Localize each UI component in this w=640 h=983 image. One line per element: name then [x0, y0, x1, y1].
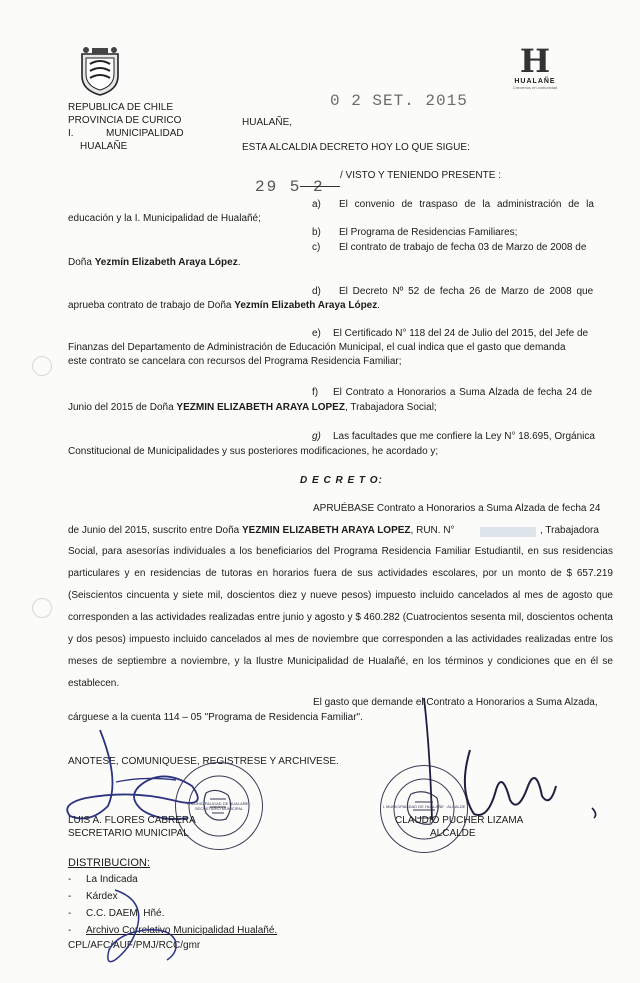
item-d-aprueba: aprueba contrato de trabajo de Doña: [68, 300, 235, 311]
secretary-name: LUIS A. FLORES CABRERA: [68, 815, 196, 826]
item-f-trabajadora: , Trabajadora Social;: [344, 402, 437, 413]
run-redacted: [480, 527, 536, 537]
decreto-p1-line2: [68, 525, 455, 536]
hualane-logo: [505, 44, 565, 90]
item-e-text: El Certificado N° 118 del 24 de Julio del 2015, del Jefe de: [333, 328, 589, 339]
decreto-p1-run: , RUN. N°: [410, 525, 455, 536]
distribution-item-label: C.C. DAEM. Hñé.: [86, 908, 165, 919]
distribution-item-label: La Indicada: [86, 874, 138, 885]
municipal-crest: [78, 46, 122, 96]
visto-underline: [300, 186, 340, 187]
distribution-bullet: -: [68, 925, 72, 936]
decree-number: 29 5 2: [255, 178, 325, 196]
item-g-label: g): [312, 431, 321, 442]
header-line-i: I.: [68, 128, 74, 139]
item-c-text: El contrato de trabajo de fecha 03 de Marzo de 2008 de: [339, 242, 587, 253]
distribution-item-label: Archivo Correlativo Municipalidad Hualañé.: [86, 925, 278, 936]
header-line-municipalidad: MUNICIPALIDAD: [106, 128, 184, 139]
item-d-text: El Decreto Nº 52 de fecha 26 de Marzo de 2008 que: [339, 286, 594, 297]
item-e-label: e): [312, 328, 321, 339]
distribution-item-label: Kárdex: [86, 891, 118, 902]
decreto-p1-trabajadora: , Trabajadora: [540, 525, 599, 536]
item-c-label: c): [312, 242, 321, 253]
item-a-label: a): [312, 199, 321, 210]
logo-name: HUALAÑE: [514, 78, 556, 85]
logo-tagline: Crecemos en comunidad: [512, 85, 558, 90]
decreto-p1-suscrito: de Junio del 2015, suscrito entre Doña: [68, 525, 242, 536]
secretary-title: SECRETARIO MUNICIPAL: [68, 828, 189, 839]
item-c-dona: Doña: [68, 257, 95, 268]
decreto-p1-line1: APRUÉBASE Contrato a Honorarios a Suma Alzada de fecha 24: [313, 503, 601, 514]
decreto-heading: D E C R E T O:: [300, 475, 383, 486]
item-b-label: b): [312, 227, 321, 238]
anotese-line: ANOTESE, COMUNIQUESE, REGISTRESE Y ARCHIVESE.: [68, 756, 339, 767]
item-a-text: El convenio de traspaso de la administración de la: [339, 199, 594, 210]
decreto-p1-body: Social, para asesorías individuales a los beneficiarios del Programa Residencia Familiar Estudiantil, en sus residencias particulares y en residencias de tutoras en horarios fuera de sus actividades escolares, por un monto de $ 657.219 (Seiscientos cincuenta y siete mil, doscientos diez y nueve pesos) impuesto incluido cancelados al mes de agosto que corresponden a las actividades realizadas entre junio y agosto y $ 460.282 (Cuatrocientos sesenta mil, doscientos ochenta y dos pesos) impuesto incluido cancelados al mes de noviembre que corresponden a las actividades realizadas entre los meses de septiembre a noviembre, y la Ilustre Municipalidad de Hualañé, en los términos y condiciones que en él se establecen.: [68, 546, 613, 689]
item-a-text-2: educación y la I. Municipalidad de Hualañé;: [68, 213, 261, 224]
distribution-signature: [85, 880, 195, 970]
distribution-bullet: -: [68, 908, 72, 919]
item-d-text-2: [68, 300, 380, 311]
mayor-title: ALCALDE: [430, 828, 476, 839]
distribution-initials: CPL/AFC/AUF/PMJ/RCC/gmr: [68, 940, 201, 951]
item-f-label: f): [312, 387, 319, 398]
item-c-name: Yezmín Elizabeth Araya López: [94, 257, 238, 268]
item-e-text-3: este contrato se cancelara con recursos del Programa Residencia Familiar;: [68, 356, 402, 367]
logo-letter: H: [519, 42, 551, 80]
item-c-text-2: [68, 257, 240, 268]
visto-line: / VISTO Y TENIENDO PRESENTE :: [340, 170, 501, 181]
item-f-text: El Contrato a Honorarios a Suma Alzada de fecha 24 de: [333, 387, 593, 398]
item-d-period: .: [377, 300, 381, 311]
distribution-heading: [68, 857, 150, 869]
header-town: HUALAÑE,: [242, 117, 293, 128]
punch-hole-bottom: [32, 598, 52, 618]
item-d-name: Yezmín Elizabeth Araya López: [234, 300, 378, 311]
item-b-text: El Programa de Residencias Familiares;: [339, 227, 518, 238]
header-intro: ESTA ALCALDIA DECRETO HOY LO QUE SIGUE:: [242, 142, 470, 153]
item-f-name: YEZMIN ELIZABETH ARAYA LOPEZ: [176, 402, 345, 413]
decree-number-stamp: [255, 178, 325, 196]
seal-right-text: I. MUNICIPALIDAD DE HUALAÑE · ALCALDE: [382, 804, 466, 809]
seal-left-text: I. MUNICIPALIDAD DE HUALAÑE · SECRETARIO MUNICIPAL: [187, 801, 251, 811]
header-line-hualane: HUALAÑE: [80, 141, 128, 152]
punch-hole-top: [32, 356, 52, 376]
distribution-bullet: -: [68, 874, 72, 885]
distribution-heading-text: DISTRIBUCION:: [68, 857, 150, 869]
item-g-text: Las facultades que me confiere la Ley N° 18.695, Orgánica: [333, 431, 595, 442]
decreto-p2-line2: cárguese a la cuenta 114 – 05 "Programa de Residencia Familiar".: [68, 712, 363, 723]
item-f-text-2: [68, 402, 437, 413]
date-stamp: 0 2 SET. 2015: [330, 92, 468, 110]
header-line-provincia: PROVINCIA DE CURICO: [68, 115, 182, 126]
distribution-bullet: -: [68, 891, 72, 902]
decreto-p2-line1: El gasto que demande el Contrato a Honorarios a Suma Alzada,: [313, 697, 598, 708]
item-g-text-2: Constitucional de Municipalidades y sus posteriores modificaciones, he acordado y;: [68, 446, 439, 457]
mayor-name: CLAUDIO PUCHER LIZAMA: [395, 815, 524, 826]
item-c-period: .: [237, 257, 241, 268]
item-f-junio: Junio del 2015 de Doña: [68, 402, 177, 413]
item-d-label: d): [312, 286, 321, 297]
item-e-text-2: Finanzas del Departamento de Administración de Educación Municipal, el cual indica que el gasto que demanda: [68, 342, 566, 353]
decreto-p1-name: YEZMIN ELIZABETH ARAYA LOPEZ: [242, 525, 411, 536]
header-line-republica: REPUBLICA DE CHILE: [68, 102, 174, 113]
